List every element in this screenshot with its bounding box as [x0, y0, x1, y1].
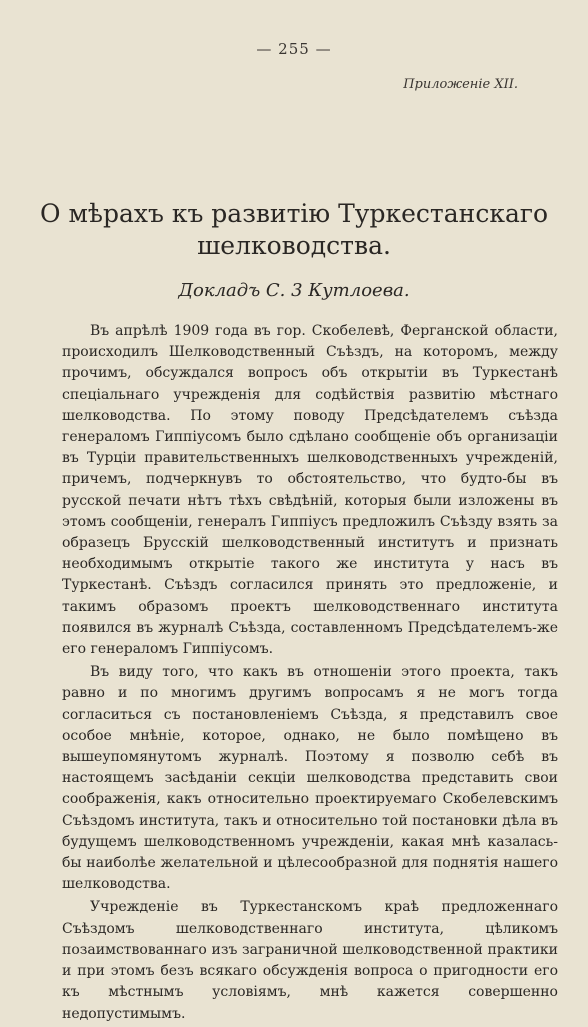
article-title: О мѣрахъ къ развитію Туркестанскаго шелководства. — [40, 199, 549, 260]
appendix-label: Приложеніе XII. — [403, 77, 518, 92]
paragraph: Въ апрѣлѣ 1909 года въ гор. Скобелевѣ, Ферганской области, происходилъ Шелководственный Съѣздъ, на которомъ, между прочимъ, обсуждался вопросъ объ открытіи въ Туркестанѣ спеціальнаго учрежденія для содѣйствія развитію мѣстнаго шелководства. По этому поводу Предсѣдателемъ съѣзда генераломъ Гиппіусомъ было сдѣлано сообщеніе объ организаціи въ Турціи правительственныхъ шелководственныхъ учрежденій, причемъ, подчеркнувъ то обстоятельство, что будто-бы въ русской печати нѣтъ тѣхъ свѣдѣній, которыя были изложены въ этомъ сообщеніи, генералъ Гиппіусъ предложилъ Съѣзду взять за образецъ Брусскій шелководственный институтъ и признать необходимымъ открытіе такого же института у насъ въ Туркестанѣ. Съѣздъ согласился принять это предложеніе, и такимъ образомъ проектъ шелководственнаго института появился въ журналѣ Съѣзда, составленномъ Предсѣдателемъ-же его генераломъ Гиппіусомъ. — [62, 323, 558, 658]
article-author: Докладъ С. 3 Кутлоева. — [178, 280, 410, 301]
paragraph: Въ виду того, что какъ въ отношеніи этого проекта, такъ равно и по многимъ другимъ вопросамъ я не могъ тогда согласиться съ постановленіемъ Съѣзда, я представилъ свое особое мнѣніе, которое, однако, не было помѣщено въ вышеупомянутомъ журналѣ. Поэтому я позволю себѣ въ настоящемъ засѣданіи секціи шелководства представить свои соображенія, какъ относительно проектируемаго Скобелевскимъ Съѣздомъ института, такъ и относительно той постановки дѣла въ будущемъ шелководственномъ учрежденіи, какая мнѣ казалась-бы наиболѣе желательной и цѣлесообразной для поднятія нашего шелководства. — [62, 664, 558, 893]
paragraph: Учрежденіе въ Туркестанскомъ краѣ предложеннаго Съѣздомъ шелководственнаго института, цѣликомъ позаимствованнаго изъ заграничной шелководственной практики и при этомъ безъ всякаго обсужденія вопроса о пригодности его къ мѣстнымъ условіямъ, мнѣ кажется совершенно недопустимымъ. — [62, 899, 558, 1022]
page-number: — 255 — — [256, 40, 332, 58]
article-body — [62, 321, 558, 1027]
